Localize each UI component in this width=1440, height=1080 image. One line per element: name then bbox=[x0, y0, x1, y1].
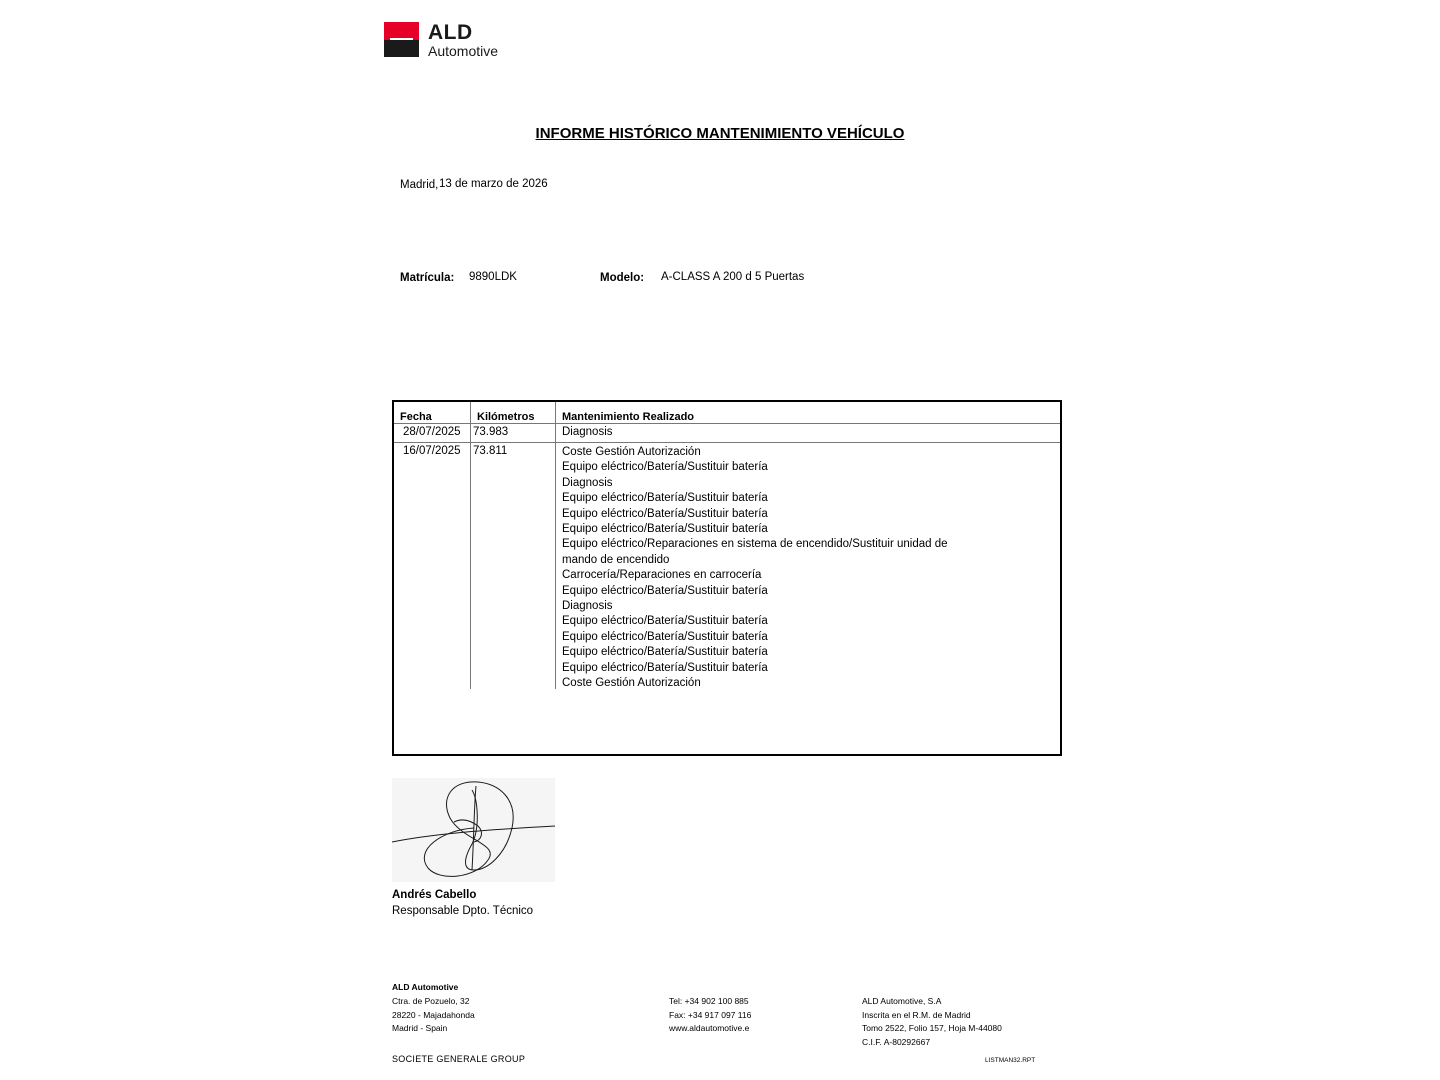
plate-label: Matrícula: bbox=[400, 272, 455, 284]
legal-line: C.I.F. A-80292667 bbox=[862, 1036, 931, 1047]
row-2-items bbox=[562, 445, 948, 692]
list-item: Equipo eléctrico/Batería/Sustituir batería bbox=[562, 584, 768, 597]
footer-company: ALD Automotive bbox=[392, 982, 459, 992]
model-value: A-CLASS A 200 d 5 Puertas bbox=[661, 271, 805, 283]
column-divider bbox=[555, 402, 556, 689]
list-item: Equipo eléctrico/Batería/Sustituir batería bbox=[562, 646, 768, 659]
list-item: mando de encendido bbox=[562, 553, 670, 566]
signature-scribble-icon bbox=[392, 778, 555, 882]
company-logo bbox=[384, 22, 514, 62]
legal-line: Tomo 2522, Folio 157, Hoja M-44080 bbox=[862, 1023, 1002, 1034]
header-date: Fecha bbox=[400, 411, 432, 423]
website: www.aldautomotive.e bbox=[669, 1023, 750, 1034]
footer-contact bbox=[669, 995, 751, 1036]
list-item: Diagnosis bbox=[562, 600, 613, 613]
column-divider bbox=[470, 402, 471, 689]
logo-brand: ALD bbox=[428, 21, 473, 44]
address-line: 28220 - Majadahonda bbox=[392, 1009, 475, 1020]
list-item: Equipo eléctrico/Batería/Sustituir batería bbox=[562, 523, 768, 536]
maintenance-table bbox=[392, 400, 1062, 756]
row-1-item: Diagnosis bbox=[562, 426, 613, 438]
row-1-km: 73.983 bbox=[473, 426, 509, 438]
plate-value: 9890LDK bbox=[469, 271, 517, 283]
header-divider bbox=[394, 423, 1060, 424]
row-divider bbox=[394, 442, 1060, 443]
signer-role: Responsable Dpto. Técnico bbox=[392, 905, 534, 917]
address-line: Madrid - Spain bbox=[392, 1023, 448, 1034]
list-item: Equipo eléctrico/Batería/Sustituir batería bbox=[562, 661, 768, 674]
list-item: Equipo eléctrico/Reparaciones en sistema de encendido/Sustituir unidad de bbox=[562, 538, 948, 551]
row-2-km: 73.811 bbox=[473, 445, 508, 457]
fax: Fax: +34 917 097 116 bbox=[669, 1009, 752, 1020]
report-code: LISTMAN32.RPT bbox=[985, 1057, 1036, 1064]
page-title: INFORME HISTÓRICO MANTENIMIENTO VEHÍCULO bbox=[535, 125, 905, 142]
list-item: Carrocería/Reparaciones en carrocería bbox=[562, 569, 762, 582]
list-item: Equipo eléctrico/Batería/Sustituir batería bbox=[562, 615, 768, 628]
legal-line: Inscrita en el R.M. de Madrid bbox=[862, 1009, 971, 1020]
phone: Tel: +34 902 100 885 bbox=[669, 996, 749, 1006]
list-item: Equipo eléctrico/Batería/Sustituir batería bbox=[562, 461, 768, 474]
footer-address bbox=[392, 995, 475, 1036]
row-2-date: 16/07/2025 bbox=[403, 445, 461, 457]
list-item: Equipo eléctrico/Batería/Sustituir batería bbox=[562, 492, 768, 505]
report-place: Madrid, bbox=[400, 179, 439, 191]
signer-name: Andrés Cabello bbox=[392, 889, 477, 901]
list-item: Coste Gestión Autorización bbox=[562, 677, 701, 690]
header-work: Mantenimiento Realizado bbox=[562, 411, 695, 423]
legal-line: ALD Automotive, S.A bbox=[862, 996, 942, 1006]
row-1-date: 28/07/2025 bbox=[403, 426, 461, 438]
list-item: Diagnosis bbox=[562, 476, 613, 489]
list-item: Equipo eléctrico/Batería/Sustituir batería bbox=[562, 630, 768, 643]
signature-image bbox=[392, 778, 555, 882]
footer-legal bbox=[862, 995, 1002, 1049]
model-label: Modelo: bbox=[600, 272, 645, 284]
list-item: Equipo eléctrico/Batería/Sustituir batería bbox=[562, 507, 768, 520]
group-name: SOCIETE GENERALE GROUP bbox=[392, 1054, 526, 1064]
logo-subtitle: Automotive bbox=[428, 43, 499, 59]
list-item: Coste Gestión Autorización bbox=[562, 446, 701, 458]
address-line: Ctra. de Pozuelo, 32 bbox=[392, 996, 470, 1006]
report-date: 13 de marzo de 2026 bbox=[439, 178, 548, 190]
header-km: Kilómetros bbox=[477, 411, 535, 423]
logo-mark-icon bbox=[384, 22, 419, 57]
